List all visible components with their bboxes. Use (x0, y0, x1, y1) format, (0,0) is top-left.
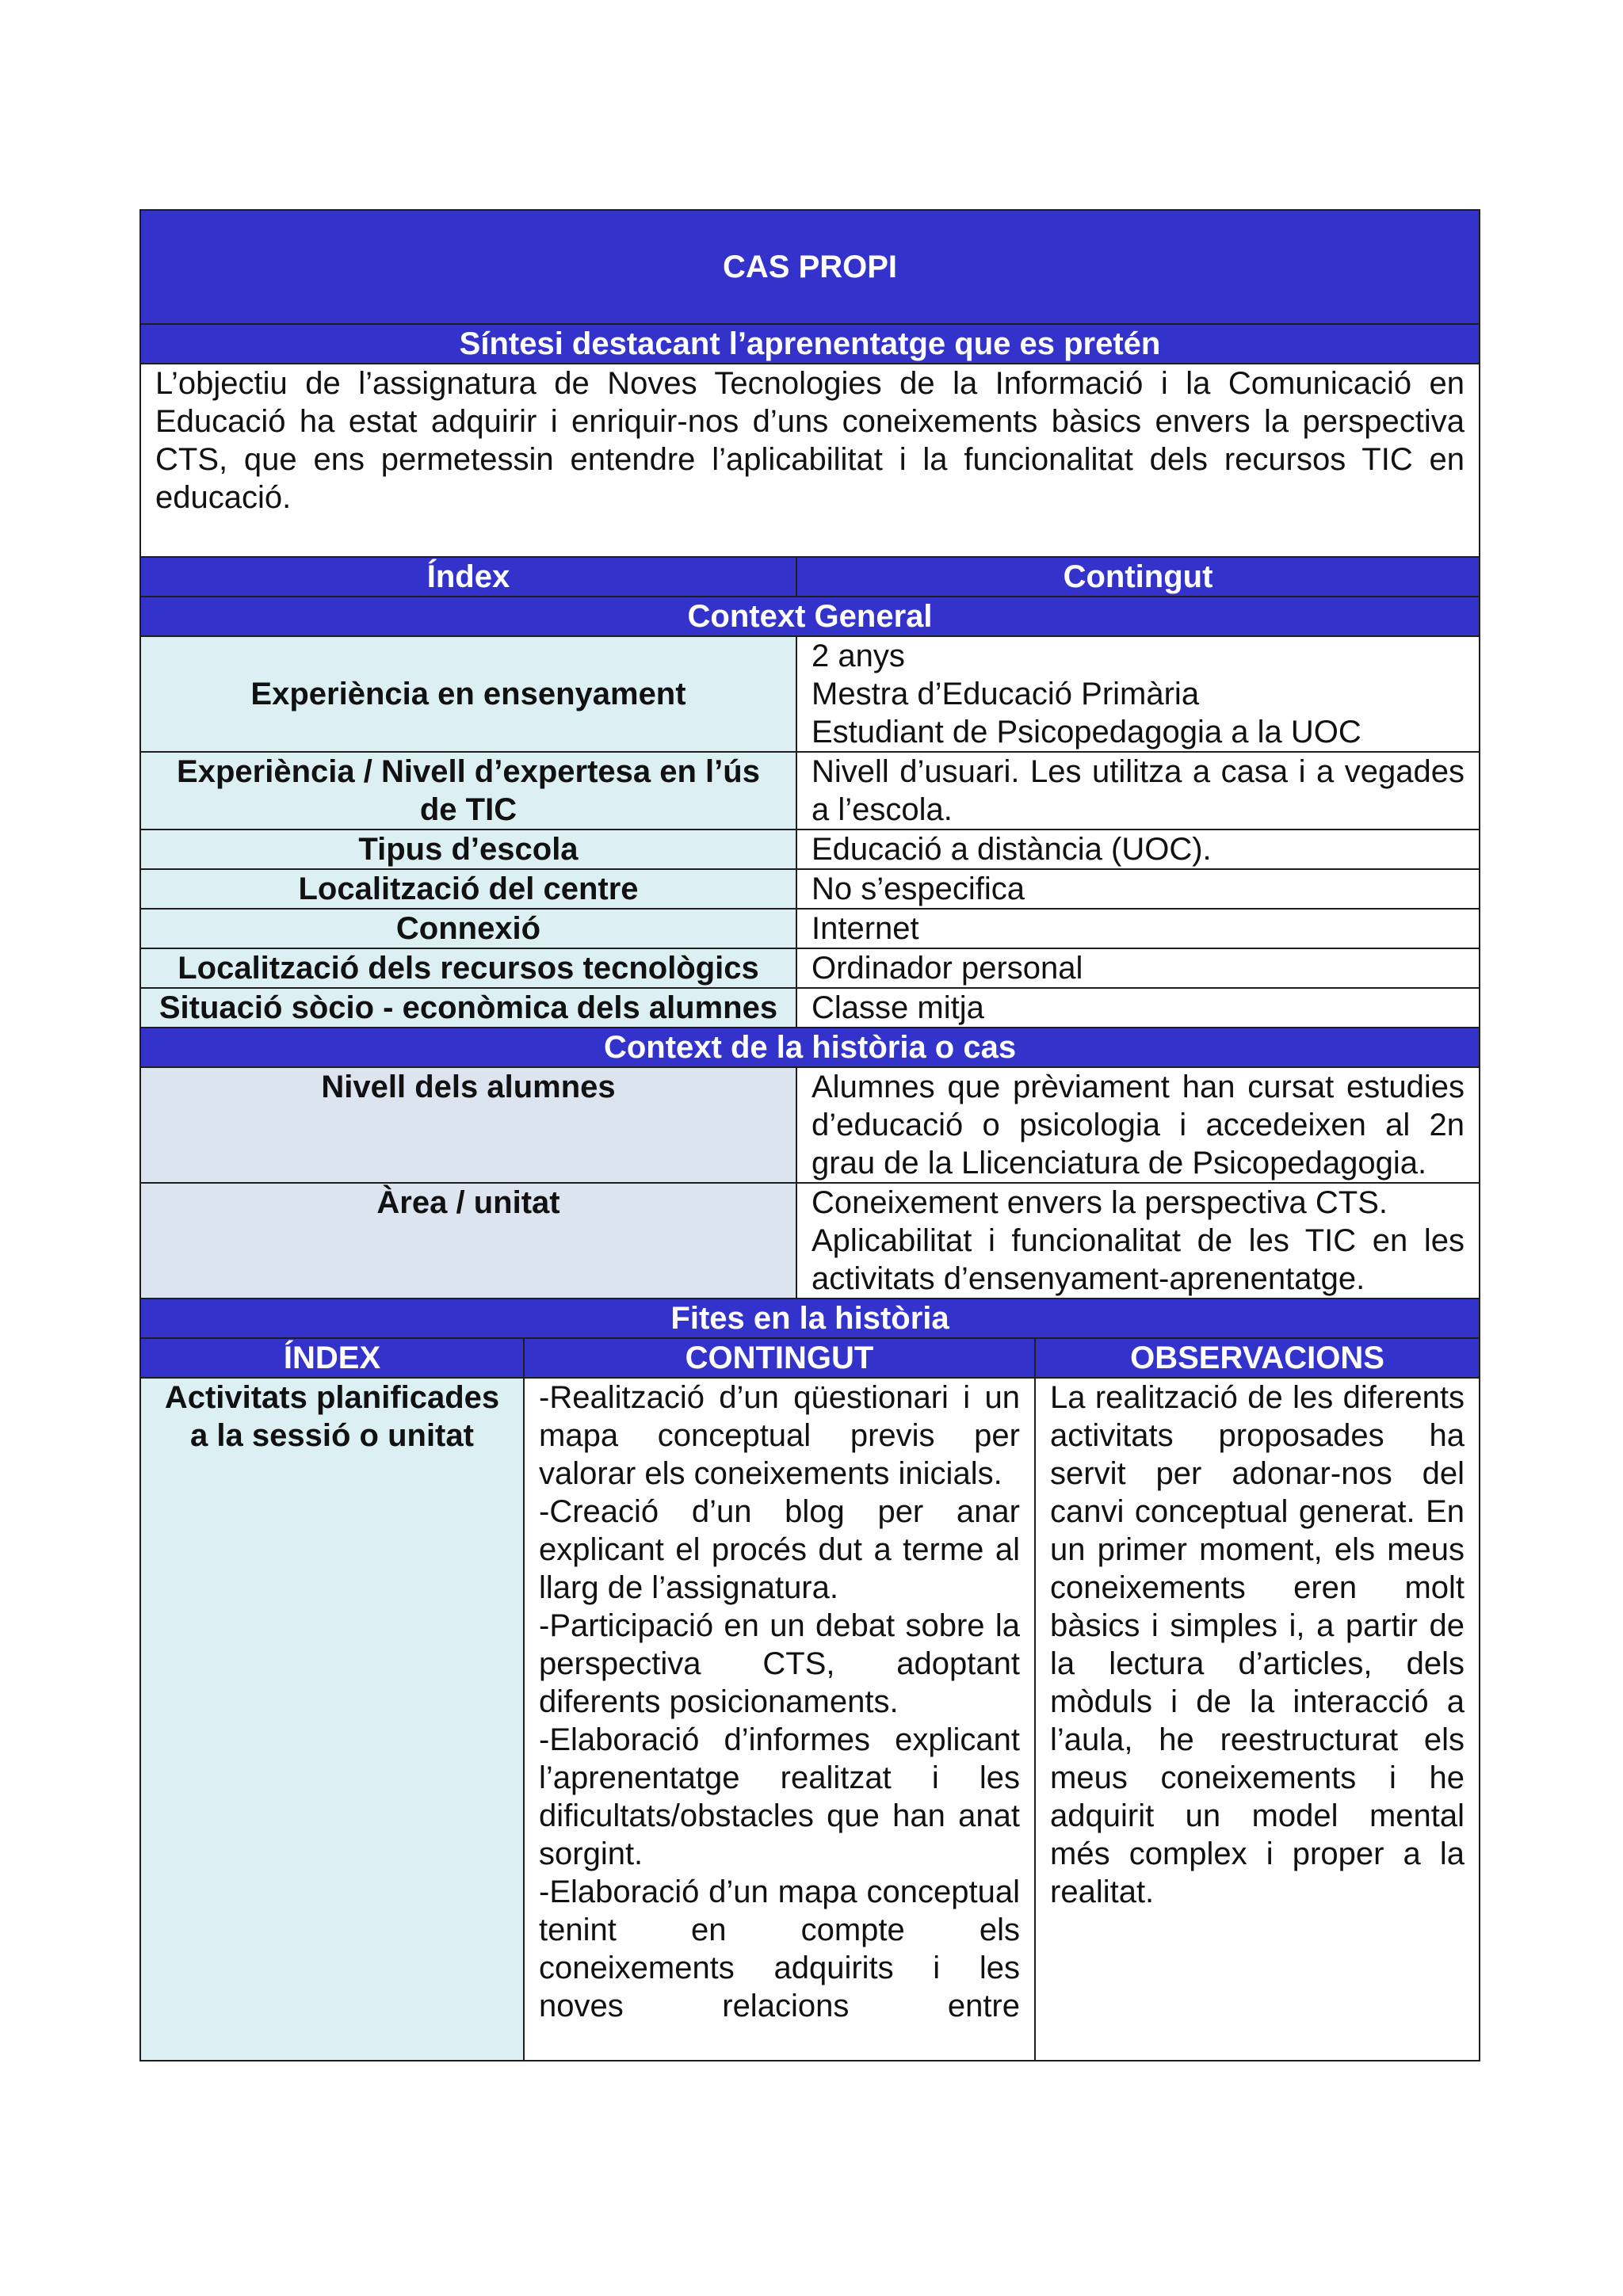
column-header-index: Índex (140, 557, 796, 597)
activities-list (524, 1378, 1035, 2061)
experience-label: Experiència en ensenyament (140, 636, 796, 752)
activity-item: -Realització d’un qüestionari i un mapa conceptual previs per valorar els coneixements inicials. (539, 1380, 1020, 1491)
school-type-value: Educació a distància (UOC). (796, 830, 1480, 869)
general-context-heading: Context General (140, 597, 1480, 636)
page-title: CAS PROPI (140, 210, 1480, 324)
milestones-col-content: CONTINGUT (524, 1338, 1035, 1378)
activity-item: -Creació d’un blog per anar explicant el procés dut a terme al llarg de l’assignatura. (539, 1494, 1020, 1605)
experience-value (796, 636, 1480, 752)
tic-level-value: Nivell d’usuari. Les utilitza a casa i a vegades a l’escola. (796, 752, 1480, 830)
activities-label: Activitats planificades a la sessió o unitat (140, 1378, 524, 2061)
tic-level-label: Experiència / Nivell d’expertesa en l’ús de TIC (140, 752, 796, 830)
synthesis-text: L’objectiu de l’assignatura de Noves Tecnologies de la Informació i la Comunicació en Educació ha estat adquirir i enriquir-nos d’uns coneixements bàsics envers la perspectiva CTS, que ens permetessin entendre l’aplicabilitat i la funcionalitat dels recursos TIC en educació. (140, 364, 1480, 557)
connection-label: Connexió (140, 909, 796, 948)
student-level-value: Alumnes que prèviament han cursat estudies d’educació o psicologia i accedeixen al 2n grau de la Llicenciatura de Psicopedagogia. (796, 1067, 1480, 1183)
case-context-heading: Context de la història o cas (140, 1028, 1480, 1067)
area-label: Àrea / unitat (140, 1183, 796, 1299)
activity-item: -Elaboració d’un mapa conceptual tenint en compte els coneixements adquirits i les noves relacions entre (539, 1875, 1020, 2023)
activity-item: -Elaboració d’informes explicant l’aprenentatge realitzat i les dificultats/obstacles que han anat sorgint. (539, 1722, 1020, 1871)
observations-text: La realització de les diferents activitats proposades ha servit per adonar-nos del canvi conceptual generat. En un primer moment, els meus coneixements eren molt bàsics i simples i, a partir de la lectura d’articles, dels mòduls i de la interacció a l’aula, he reestructurat els meus coneixements i he adquirit un model mental més complex i proper a la realitat. (1035, 1378, 1480, 2061)
case-table (139, 209, 1480, 2061)
area-value (796, 1183, 1480, 1299)
resources-location-label: Localització dels recursos tecnològics (140, 948, 796, 988)
area-line: Coneixement envers la perspectiva CTS. (812, 1185, 1388, 1220)
experience-line: 2 anys (812, 639, 905, 673)
column-header-content: Contingut (796, 557, 1480, 597)
synthesis-heading: Síntesi destacant l’aprenentatge que es pretén (140, 324, 1480, 364)
milestones-col-observations: OBSERVACIONS (1035, 1338, 1480, 1378)
socioeconomic-label: Situació sòcio - econòmica dels alumnes (140, 988, 796, 1028)
socioeconomic-value: Classe mitja (796, 988, 1480, 1028)
center-location-label: Localització del centre (140, 869, 796, 909)
milestones-heading: Fites en la història (140, 1299, 1480, 1338)
milestones-col-index: ÍNDEX (140, 1338, 524, 1378)
area-line: Aplicabilitat i funcionalitat de les TIC en les activitats d’ensenyament-aprenentatge. (812, 1223, 1465, 1296)
resources-location-value: Ordinador personal (796, 948, 1480, 988)
connection-value: Internet (796, 909, 1480, 948)
center-location-value: No s’especifica (796, 869, 1480, 909)
school-type-label: Tipus d’escola (140, 830, 796, 869)
activity-item: -Participació en un debat sobre la perspectiva CTS, adoptant diferents posicionaments. (539, 1608, 1020, 1719)
experience-line: Estudiant de Psicopedagogia a la UOC (812, 715, 1361, 749)
student-level-label: Nivell dels alumnes (140, 1067, 796, 1183)
experience-line: Mestra d’Educació Primària (812, 677, 1200, 711)
